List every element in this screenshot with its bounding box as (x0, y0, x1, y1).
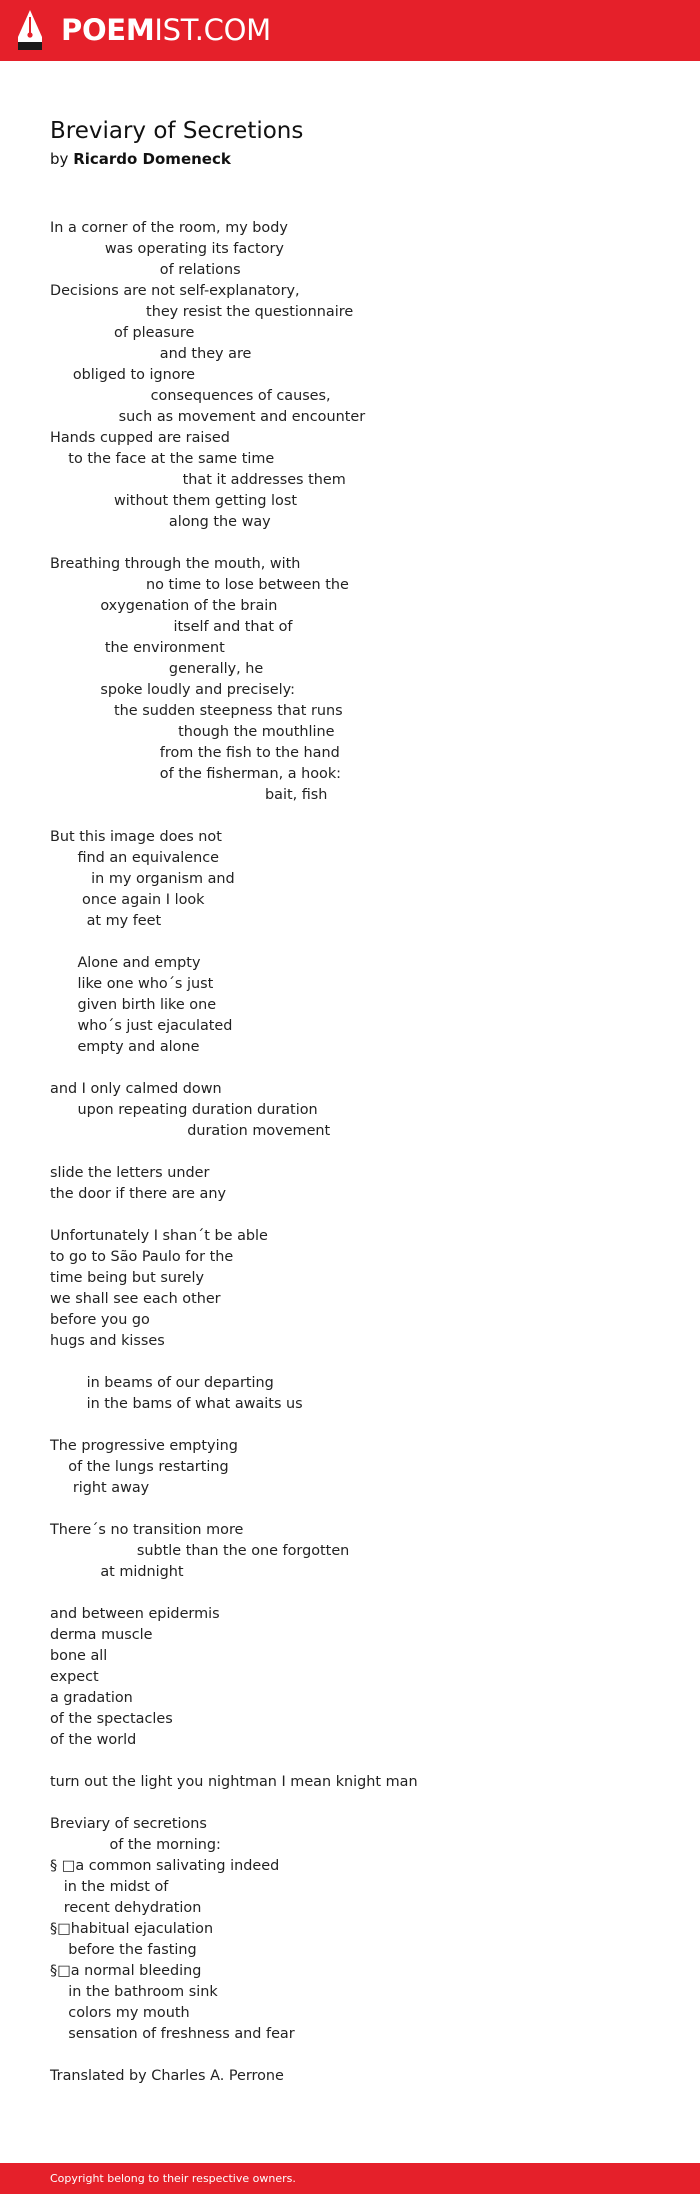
poem-line: §□a normal bleeding (50, 1963, 202, 1979)
stanza-break (50, 1142, 670, 1163)
poem-line: in my organism and (50, 871, 235, 887)
poem-line: consequences of causes, (50, 388, 331, 404)
poem-line: and they are (50, 346, 252, 362)
poem-line: such as movement and encounter (50, 409, 366, 425)
poem-line: in the bathroom sink (50, 1984, 218, 2000)
poem-line: given birth like one (50, 997, 217, 1013)
poem-line: time being but surely (50, 1270, 204, 1286)
poem-line: of the lungs restarting (50, 1459, 229, 1475)
poem-line: Translated by Charles A. Perrone (50, 2068, 284, 2084)
poem-line: at my feet (50, 913, 162, 929)
poem-line: of relations (50, 262, 241, 278)
poem-line: The progressive emptying (50, 1438, 238, 1454)
poem-line: derma muscle (50, 1627, 153, 1643)
poem-line: obliged to ignore (50, 367, 196, 383)
poem-line: empty and alone (50, 1039, 200, 1055)
poem-line: recent dehydration (50, 1900, 202, 1916)
pen-nib-icon[interactable] (16, 9, 44, 51)
brand-light: IST.COM (154, 13, 271, 47)
stanza-break (50, 1352, 670, 1373)
poem-line: before you go (50, 1312, 150, 1328)
poem-line: of the spectacles (50, 1711, 173, 1727)
poem-line: a gradation (50, 1690, 133, 1706)
poem-line: the door if there are any (50, 1186, 227, 1202)
poem-line: no time to lose between the (50, 577, 349, 593)
poem-line: before the fasting (50, 1942, 197, 1958)
poem-line: oxygenation of the brain (50, 598, 278, 614)
poem-line: that it addresses them (50, 472, 346, 488)
stanza-break (50, 1793, 670, 1814)
poem-line: in the bams of what awaits us (50, 1396, 303, 1412)
poem-line: sensation of freshness and fear (50, 2026, 295, 2042)
poem-line: generally, he (50, 661, 264, 677)
poem-line: and between epidermis (50, 1606, 220, 1622)
poem-line: Breviary of secretions (50, 1816, 207, 1832)
poem-line: along the way (50, 514, 271, 530)
stanza-break (50, 1499, 670, 1520)
poem-line: duration movement (50, 1123, 331, 1139)
poem-line: of pleasure (50, 325, 195, 341)
poem-line: was operating its factory (50, 241, 284, 257)
poem-line: we shall see each other (50, 1291, 221, 1307)
poem-line: without them getting lost (50, 493, 297, 509)
poem-line: right away (50, 1480, 150, 1496)
poem-line: §□habitual ejaculation (50, 1921, 214, 1937)
poem-line: of the fisherman, a hook: (50, 766, 342, 782)
poem-line: § □a common salivating indeed (50, 1858, 280, 1874)
poem-line: turn out the light you nightman I mean knight man (50, 1774, 418, 1790)
site-logo-text[interactable] (61, 13, 271, 47)
poem-line: of the world (50, 1732, 137, 1748)
poem-line: and I only calmed down (50, 1081, 222, 1097)
author-name: Ricardo Domeneck (73, 150, 231, 168)
stanza-break (50, 932, 670, 953)
stanza-break (50, 806, 670, 827)
poem-title: Breviary of Secretions (50, 118, 304, 144)
poem-line: slide the letters under (50, 1165, 210, 1181)
poem-line: though the mouthline (50, 724, 335, 740)
poem-line: In a corner of the room, my body (50, 220, 288, 236)
poem-line: itself and that of (50, 619, 293, 635)
stanza-break (50, 1205, 670, 1226)
stanza-break (50, 1415, 670, 1436)
poem-line: in beams of our departing (50, 1375, 274, 1391)
poem-line: But this image does not (50, 829, 222, 845)
brand-bold: POEM (61, 13, 155, 47)
poem-line: Alone and empty (50, 955, 201, 971)
poem-line: upon repeating duration duration (50, 1102, 318, 1118)
poem-line: the environment (50, 640, 225, 656)
poem-line: bait, fish (50, 787, 328, 803)
poem-line: expect (50, 1669, 99, 1685)
by-label: by (50, 150, 69, 168)
stanza-break (50, 533, 670, 554)
poem-line: colors my mouth (50, 2005, 190, 2021)
poem-line: to go to São Paulo for the (50, 1249, 234, 1265)
poem-line: subtle than the one forgotten (50, 1543, 350, 1559)
poem-line: of the morning: (50, 1837, 221, 1853)
poem-line: like one who´s just (50, 976, 214, 992)
site-header (0, 0, 700, 61)
poem-line: in the midst of (50, 1879, 169, 1895)
poem-line: once again I look (50, 892, 205, 908)
poem-line: they resist the questionnaire (50, 304, 354, 320)
poem-line: find an equivalence (50, 850, 220, 866)
poem-line: There´s no transition more (50, 1522, 244, 1538)
stanza-break (50, 2045, 670, 2066)
stanza-break (50, 1751, 670, 1772)
poem-line: to the face at the same time (50, 451, 275, 467)
site-footer (0, 2163, 700, 2194)
byline (50, 148, 231, 170)
poem-line: who´s just ejaculated (50, 1018, 233, 1034)
poem-line: bone all (50, 1648, 108, 1664)
poem-body (50, 218, 670, 2087)
poem-line: Breathing through the mouth, with (50, 556, 301, 572)
stanza-break (50, 1583, 670, 1604)
poem-line: Unfortunately I shan´t be able (50, 1228, 268, 1244)
poem-line: spoke loudly and precisely: (50, 682, 295, 698)
poem-line: at midnight (50, 1564, 184, 1580)
stanza-break (50, 1058, 670, 1079)
poem-line: Hands cupped are raised (50, 430, 230, 446)
poem-line: the sudden steepness that runs (50, 703, 343, 719)
poem-line: from the fish to the hand (50, 745, 340, 761)
copyright-text: Copyright belong to their respective owners. (50, 2172, 296, 2185)
poem-line: Decisions are not self-explanatory, (50, 283, 300, 299)
poem-line: hugs and kisses (50, 1333, 165, 1349)
